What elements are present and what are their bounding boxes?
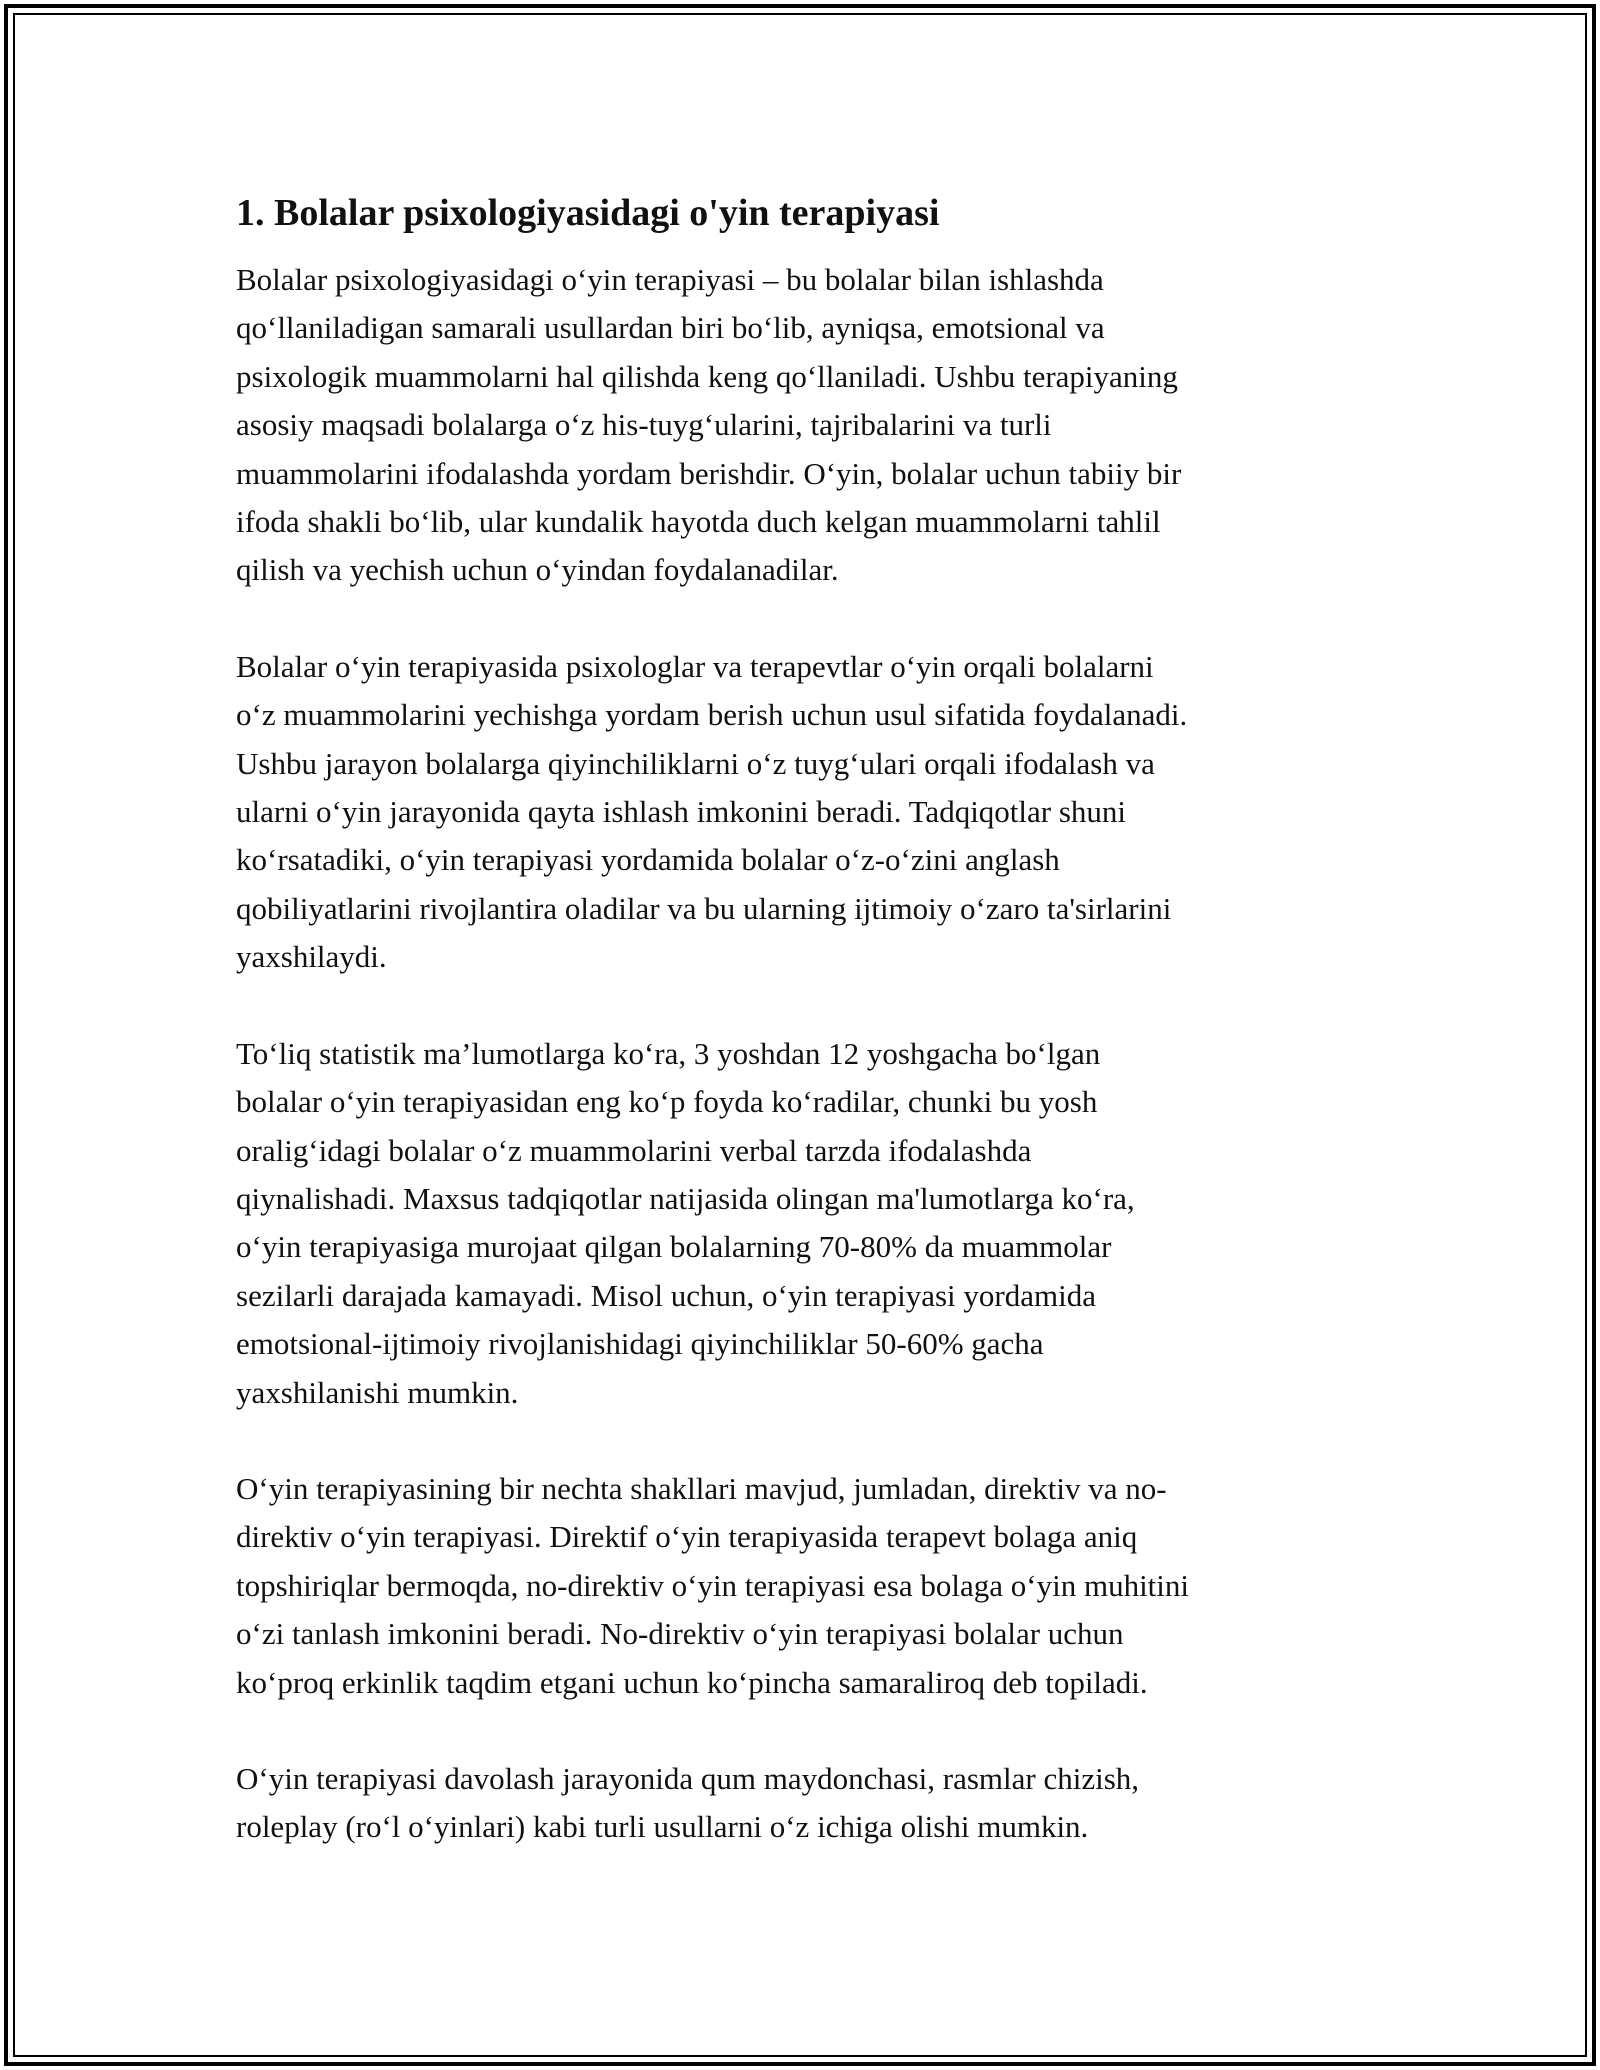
- text-line: bolalar o‘yin terapiyasidan eng ko‘p foyda ko‘radilar, chunki bu yosh: [236, 1084, 1098, 1120]
- paragraph-3: [236, 1030, 1368, 1417]
- text-line: roleplay (ro‘l o‘yinlari) kabi turli usullarni o‘z ichiga olishi mumkin.: [236, 1809, 1089, 1845]
- text-line: muammolarini ifodalashda yordam berishdir. O‘yin, bolalar uchun tabiiy bir: [236, 455, 1182, 491]
- paragraph-5: [236, 1755, 1368, 1852]
- text-line: qobiliyatlarini rivojlantira oladilar va bu ularning ijtimoiy o‘zaro ta'sirlarini: [236, 890, 1172, 926]
- text-line: qilish va yechish uchun o‘yindan foydalanadilar.: [236, 552, 839, 588]
- text-line: psixologik muammolarni hal qilishda keng qo‘llaniladi. Ushbu terapiyaning: [236, 358, 1178, 394]
- text-line: sezilarli darajada kamayadi. Misol uchun, o‘yin terapiyasi yordamida: [236, 1277, 1096, 1313]
- text-line: To‘liq statistik ma’lumotlarga ko‘ra, 3 yoshdan 12 yoshgacha bo‘lgan: [236, 1035, 1101, 1071]
- text-line: emotsional-ijtimoiy rivojlanishidagi qiyinchiliklar 50-60% gacha: [236, 1326, 1044, 1362]
- text-line: ko‘proq erkinlik taqdim etgani uchun ko‘pincha samaraliroq deb topiladi.: [236, 1664, 1148, 1700]
- text-line: topshiriqlar bermoqda, no-direktiv o‘yin terapiyasi esa bolaga o‘yin muhitini: [236, 1567, 1190, 1603]
- section-title: 1. Bolalar psixologiyasidagi o'yin terapiyasi: [236, 192, 940, 234]
- document-body: [236, 188, 1368, 1900]
- text-line: oralig‘idagi bolalar o‘z muammolarini verbal tarzda ifodalashda: [236, 1132, 1032, 1168]
- text-line: direktiv o‘yin terapiyasi. Direktif o‘yin terapiyasida terapevt bolaga aniq: [236, 1519, 1138, 1555]
- text-line: qo‘llaniladigan samarali usullardan biri bo‘lib, ayniqsa, emotsional va: [236, 310, 1105, 346]
- text-line: yaxshilaydi.: [236, 939, 387, 975]
- text-line: Bolalar psixologiyasidagi o‘yin terapiyasi – bu bolalar bilan ishlashda: [236, 262, 1104, 297]
- text-line: o‘z muammolarini yechishga yordam berish uchun usul sifatida foydalanadi.: [236, 697, 1188, 733]
- text-line: Ushbu jarayon bolalarga qiyinchiliklarni o‘z tuyg‘ulari orqali ifodalash va: [236, 745, 1155, 781]
- paragraph-2: [236, 643, 1368, 982]
- text-line: O‘yin terapiyasi davolash jarayonida qum maydonchasi, rasmlar chizish,: [236, 1760, 1140, 1796]
- paragraph-4: [236, 1465, 1368, 1707]
- text-line: ifoda shakli bo‘lib, ular kundalik hayotda duch kelgan muammolarni tahlil: [236, 504, 1161, 540]
- text-line: o‘zi tanlash imkonini beradi. No-direktiv o‘yin terapiyasi bolalar uchun: [236, 1616, 1124, 1652]
- text-line: ko‘rsatadiki, o‘yin terapiyasi yordamida bolalar o‘z-o‘zini anglash: [236, 842, 1060, 878]
- text-line: yaxshilanishi mumkin.: [236, 1374, 519, 1410]
- paragraph-1: [236, 256, 1368, 595]
- text-line: asosiy maqsadi bolalarga o‘z his-tuyg‘ularini, tajribalarini va turli: [236, 407, 1052, 443]
- text-line: O‘yin terapiyasining bir nechta shakllari mavjud, jumladan, direktiv va no-: [236, 1470, 1167, 1506]
- text-line: ularni o‘yin jarayonida qayta ishlash imkonini beradi. Tadqiqotlar shuni: [236, 794, 1127, 830]
- text-line: qiynalishadi. Maxsus tadqiqotlar natijasida olingan ma'lumotlarga ko‘ra,: [236, 1180, 1135, 1216]
- text-line: Bolalar o‘yin terapiyasida psixologlar va terapevtlar o‘yin orqali bolalarni: [236, 648, 1154, 684]
- text-line: o‘yin terapiyasiga murojaat qilgan bolalarning 70-80% da muammolar: [236, 1229, 1112, 1265]
